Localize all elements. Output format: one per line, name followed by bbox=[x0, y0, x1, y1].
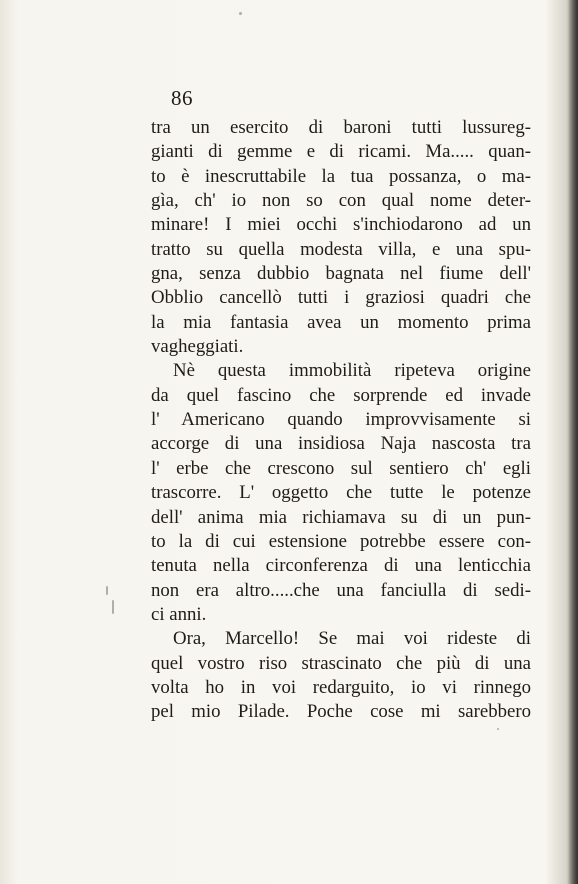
text-line: dell' anima mia richiamava su di un pun- bbox=[151, 506, 531, 528]
text-line: accorge di una insidiosa Naja nascosta tra bbox=[151, 433, 531, 455]
text-line: da quel fascino che sorprende ed invade bbox=[151, 384, 531, 406]
text-line: gianti di gemme e di ricami. Ma..... quan- bbox=[151, 141, 531, 163]
text-line: ci anni. bbox=[151, 603, 207, 625]
text-line: trascorre. L' oggetto che tutte le potenze bbox=[151, 482, 531, 504]
text-line: to la di cui estensione potrebbe essere con- bbox=[151, 530, 531, 552]
text-line: la mia fantasia avea un momento prima bbox=[151, 311, 531, 333]
text-line: tratto su quella modesta villa, e una spu- bbox=[151, 238, 531, 260]
body-text bbox=[151, 116, 531, 725]
paper-speck bbox=[112, 600, 114, 614]
paper-speck bbox=[106, 586, 108, 595]
text-line: l' erbe che crescono sul sentiero ch' egli bbox=[151, 457, 531, 479]
text-line: tra un esercito di baroni tutti lussureg- bbox=[151, 117, 531, 138]
text-line: Nè questa immobilità ripeteva origine bbox=[173, 360, 531, 382]
page-number: 86 bbox=[171, 86, 193, 110]
text-line: volta ho in voi redarguito, io vi rinnego bbox=[151, 676, 531, 698]
text-line: vagheggiati. bbox=[151, 336, 244, 358]
text-line: non era altro.....che una fanciulla di sedi- bbox=[151, 579, 531, 601]
text-line: tenuta nella circonferenza di una lenticchia bbox=[151, 555, 531, 577]
text-line: to è inescruttabile la tua possanza, o ma- bbox=[151, 165, 531, 187]
paper-speck bbox=[239, 12, 242, 15]
text-line: l' Americano quando improvvisamente si bbox=[151, 409, 531, 431]
text-line: minare! I miei occhi s'inchiodarono ad un bbox=[151, 214, 531, 236]
paper-speck bbox=[497, 728, 499, 730]
text-line: gìa, ch' io non so con qual nome deter- bbox=[151, 190, 531, 212]
page-edge-shadow bbox=[568, 0, 578, 884]
text-line: gna, senza dubbio bagnata nel fiume dell' bbox=[151, 263, 531, 285]
text-line: pel mio Pilade. Poche cose mi sarebbero bbox=[151, 701, 531, 723]
text-line: Obblio cancellò tutti i graziosi quadri che bbox=[151, 287, 531, 309]
text-line: quel vostro riso strascinato che più di una bbox=[151, 652, 531, 674]
text-line: Ora, Marcello! Se mai voi rideste di bbox=[173, 628, 531, 650]
